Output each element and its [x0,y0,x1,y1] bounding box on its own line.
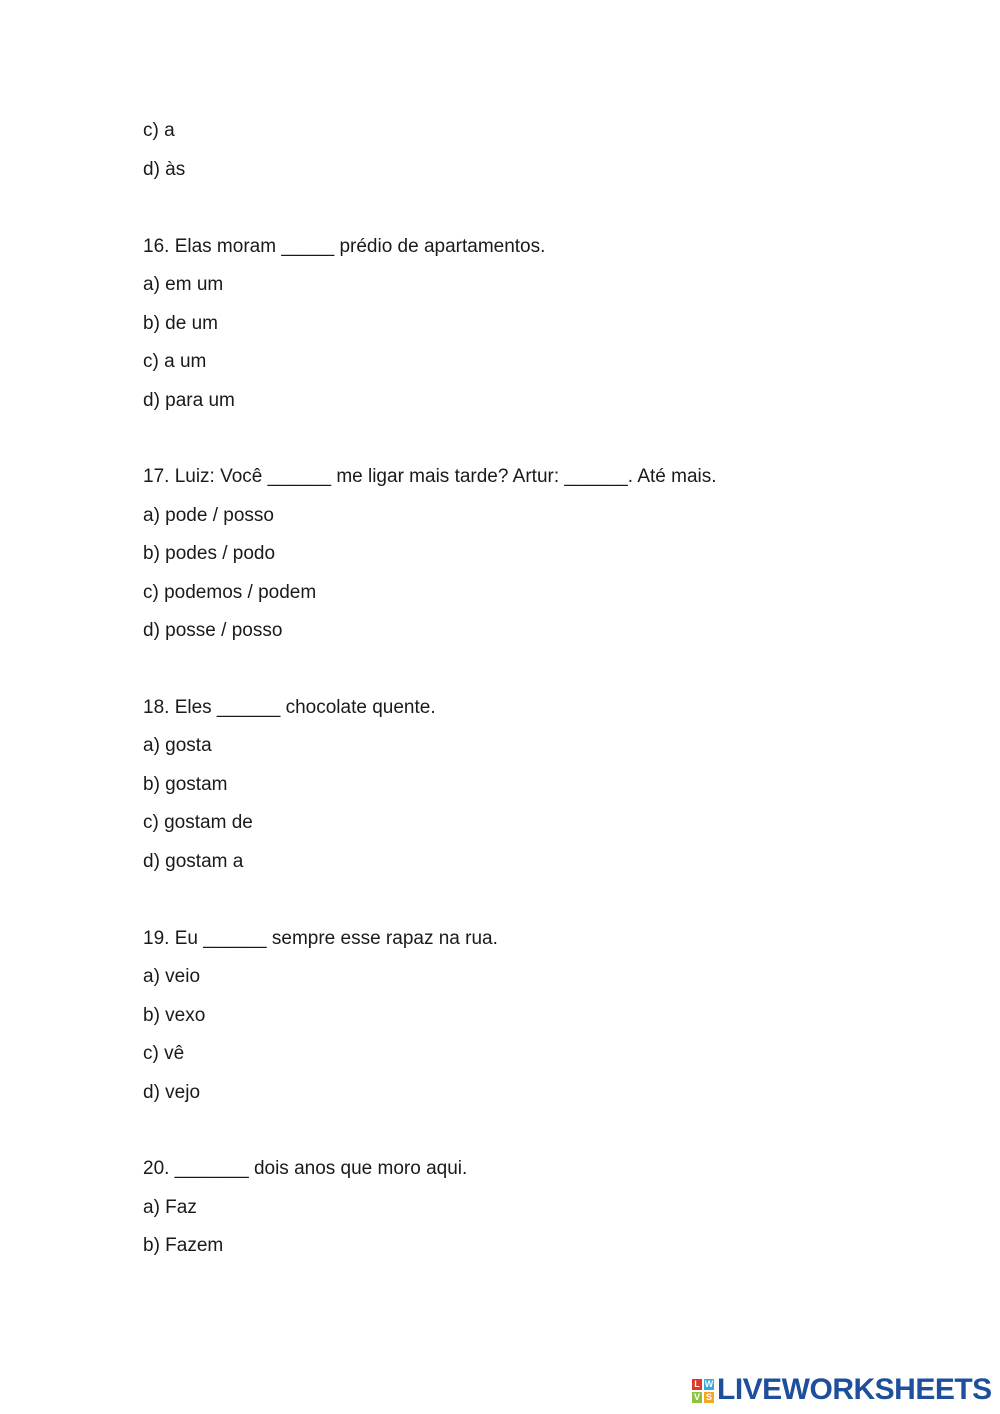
logo-tile: S [705,1392,712,1402]
option-c[interactable]: c) vê [143,1043,185,1064]
logo-tile: W [704,1379,714,1389]
question-prompt: 16. Elas moram _____ prédio de apartamentos. [143,236,546,257]
option-a[interactable]: a) gosta [143,735,212,756]
option-d[interactable]: d) vejo [143,1082,201,1103]
logo-tile: L [692,1379,702,1390]
option-b[interactable]: b) podes / podo [143,543,276,564]
option-a[interactable]: a) Faz [143,1197,197,1218]
question-prompt: 17. Luiz: Você ______ me ligar mais tarde? Artur: ______. Até mais. [143,466,717,487]
option-c[interactable]: c) podemos / podem [143,582,317,603]
option-d[interactable]: d) posse / posso [143,620,283,641]
option-d[interactable]: d) às [143,159,186,180]
option-a[interactable]: a) pode / posso [143,505,274,526]
option-c[interactable]: c) a [143,120,175,141]
logo-tile: V [693,1392,700,1402]
option-b[interactable]: b) Fazem [143,1235,224,1256]
question-prompt: 20. _______ dois anos que moro aqui. [143,1158,468,1179]
option-d[interactable]: d) para um [143,390,235,411]
option-c[interactable]: c) gostam de [143,812,253,833]
brand-name: LIVEWORKSHEETS [717,1373,992,1406]
option-a[interactable]: a) veio [143,966,201,987]
liveworksheets-logo [692,1374,992,1406]
option-b[interactable]: b) de um [143,313,218,334]
question-prompt: 19. Eu ______ sempre esse rapaz na rua. [143,928,498,949]
option-d[interactable]: d) gostam a [143,851,244,872]
option-c[interactable]: c) a um [143,351,207,372]
option-b[interactable]: b) vexo [143,1005,206,1026]
option-a[interactable]: a) em um [143,274,224,295]
question-prompt: 18. Eles ______ chocolate quente. [143,697,436,718]
option-b[interactable]: b) gostam [143,774,228,795]
liveworksheets-icon [692,1379,714,1403]
